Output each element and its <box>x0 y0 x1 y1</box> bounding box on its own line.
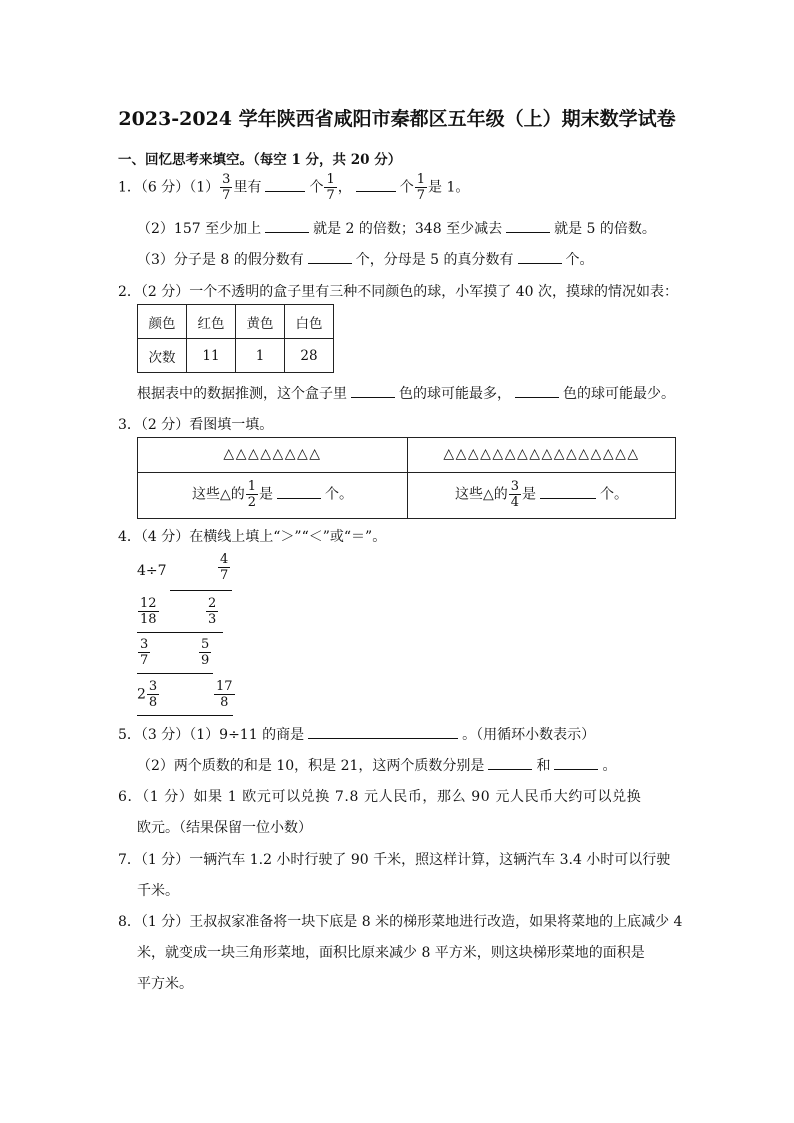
page-title: 2023-2024 学年陕西省咸阳市秦都区五年级（上）期末数学试卷 <box>118 108 676 130</box>
answer-blank[interactable] <box>265 220 309 233</box>
compare-3-right: $\frac{5}{9}$ <box>201 637 210 668</box>
question-2-text: 2．（2 分）一个不透明的盒子里有三种不同颜色的球，小军摸了 40 次，摸球的情况如表： <box>118 284 678 300</box>
left-question <box>138 480 407 509</box>
q2-text: 根据表中的数据推测，这个盒子里 <box>137 386 347 402</box>
q1-text: 个，分母是 5 的真分数有 <box>355 252 514 268</box>
q3-text: 个。 <box>600 486 629 503</box>
q1-text: 是 1。 <box>428 179 470 196</box>
triangles-right: △△△△△△△△△△△△△△△△ <box>443 446 640 462</box>
answer-blank[interactable] <box>308 726 458 739</box>
q1-text: （2）157 至少加上 <box>137 221 262 237</box>
table-cell: 1 <box>236 339 285 373</box>
fraction: $\frac{3}{4}$ <box>510 479 520 510</box>
q1-text: 个 <box>399 179 414 196</box>
answer-blank[interactable] <box>356 179 396 192</box>
answer-blank[interactable] <box>554 757 598 770</box>
divider <box>138 472 675 473</box>
question-4-text: 4．（4 分）在横线上填上“＞”“＜”或“＝”。 <box>118 529 387 545</box>
q5-text: 和 <box>536 758 551 774</box>
question-3-text: 3．（2 分）看图填一填。 <box>118 417 274 433</box>
ball-table <box>137 304 334 373</box>
answer-blank[interactable] <box>488 757 532 770</box>
question-6-line-1: 6．（1 分）如果 1 欧元可以兑换 7.8 元人民币，那么 90 元人民币大约可以兑换 <box>118 789 642 805</box>
q3-text: 这些△的 <box>454 486 508 503</box>
compare-1-right: $\frac{4}{7}$ <box>220 552 229 583</box>
q1-label: 1．（6 分）（1） <box>118 179 220 196</box>
q3-text: 是 <box>259 486 274 503</box>
q2-text: 色的球可能最多， <box>399 386 511 402</box>
compare-1-left: 4÷7 <box>137 563 167 579</box>
question-1-line-2 <box>137 218 656 238</box>
question-7-line-2: 千米。 <box>137 883 179 899</box>
q5-text: 。 <box>602 758 617 774</box>
fraction: $\frac{1}{7}$ <box>326 172 335 203</box>
compare-4-left: 2 $\frac{3}{8}$ <box>137 679 158 710</box>
answer-blank[interactable] <box>351 385 395 398</box>
answer-blank[interactable] <box>515 385 559 398</box>
q1-text: 个 <box>309 179 324 196</box>
q2-text: 色的球可能最少。 <box>563 386 675 402</box>
question-7-line-1: 7．（1 分）一辆汽车 1.2 小时行驶了 90 千米，照这样计算，这辆汽车 3.4 小时可以行驶 <box>118 852 671 868</box>
q1-text: 里有 <box>233 179 262 196</box>
question-8-line-1: 8．（1 分）王叔叔家准备将一块下底是 8 米的梯形菜地进行改造，如果将菜地的上底减少 4 <box>118 914 683 930</box>
question-2-followup <box>137 383 675 403</box>
triangle-figure-table <box>137 437 676 519</box>
question-5-line-2 <box>137 755 616 775</box>
table-cell: 红色 <box>187 305 236 339</box>
fraction: $\frac{1}{7}$ <box>416 172 426 203</box>
table-cell: 11 <box>187 339 236 373</box>
table-cell: 次数 <box>138 339 187 373</box>
compare-3-left: $\frac{3}{7}$ <box>140 637 149 668</box>
table-cell: 颜色 <box>138 305 187 339</box>
q3-text: 是 <box>522 486 537 503</box>
compare-blank[interactable] <box>137 715 233 716</box>
q5-text: （2）两个质数的和是 10，积是 21，这两个质数分别是 <box>137 758 485 774</box>
fraction: $\frac{1}{2}$ <box>247 479 257 510</box>
question-5-line-1 <box>118 724 595 744</box>
answer-blank[interactable] <box>540 486 596 499</box>
compare-2-left: $\frac{12}{18}$ <box>140 596 157 627</box>
table-cell: 28 <box>285 339 334 373</box>
q3-text: 个。 <box>325 486 354 503</box>
question-8-line-2: 米，就变成一块三角形菜地，面积比原来减少 8 平方米，则这块梯形菜地的面积是 <box>137 945 645 961</box>
triangles-left: △△△△△△△△ <box>223 446 322 462</box>
table-row <box>138 339 334 373</box>
question-8-line-3: 平方米。 <box>137 976 193 992</box>
answer-blank[interactable] <box>265 179 305 192</box>
compare-blank[interactable] <box>137 673 213 674</box>
fraction: $\frac{3}{7}$ <box>222 172 231 203</box>
question-6-line-2: 欧元。（结果保留一位小数） <box>137 820 312 836</box>
q5-text: 。（用循环小数表示） <box>462 727 596 743</box>
section-heading: 一、回忆思考来填空。（每空 1 分，共 20 分） <box>118 152 402 168</box>
right-question <box>408 480 675 509</box>
question-1-line-1 <box>118 173 469 202</box>
compare-2-right: $\frac{2}{3}$ <box>208 596 217 627</box>
q1-text: 个。 <box>565 252 594 268</box>
compare-4-right: $\frac{17}{8}$ <box>216 679 233 710</box>
answer-blank[interactable] <box>506 220 550 233</box>
table-cell: 黄色 <box>236 305 285 339</box>
table-row <box>138 305 334 339</box>
q1-text: 就是 2 的倍数；348 至少减去 <box>313 221 503 237</box>
answer-blank[interactable] <box>308 251 352 264</box>
q3-text: 这些△的 <box>191 486 245 503</box>
answer-blank[interactable] <box>277 486 321 499</box>
question-1-line-3 <box>137 249 594 269</box>
compare-blank[interactable] <box>137 632 223 633</box>
q1-text: （3）分子是 8 的假分数有 <box>137 252 304 268</box>
q1-text: 就是 5 的倍数。 <box>554 221 656 237</box>
table-cell: 白色 <box>285 305 334 339</box>
compare-blank[interactable] <box>170 590 232 591</box>
q1-text: ， <box>337 179 352 196</box>
answer-blank[interactable] <box>518 251 562 264</box>
q5-text: 5．（3 分）（1）9÷11 的商是 <box>118 727 305 743</box>
